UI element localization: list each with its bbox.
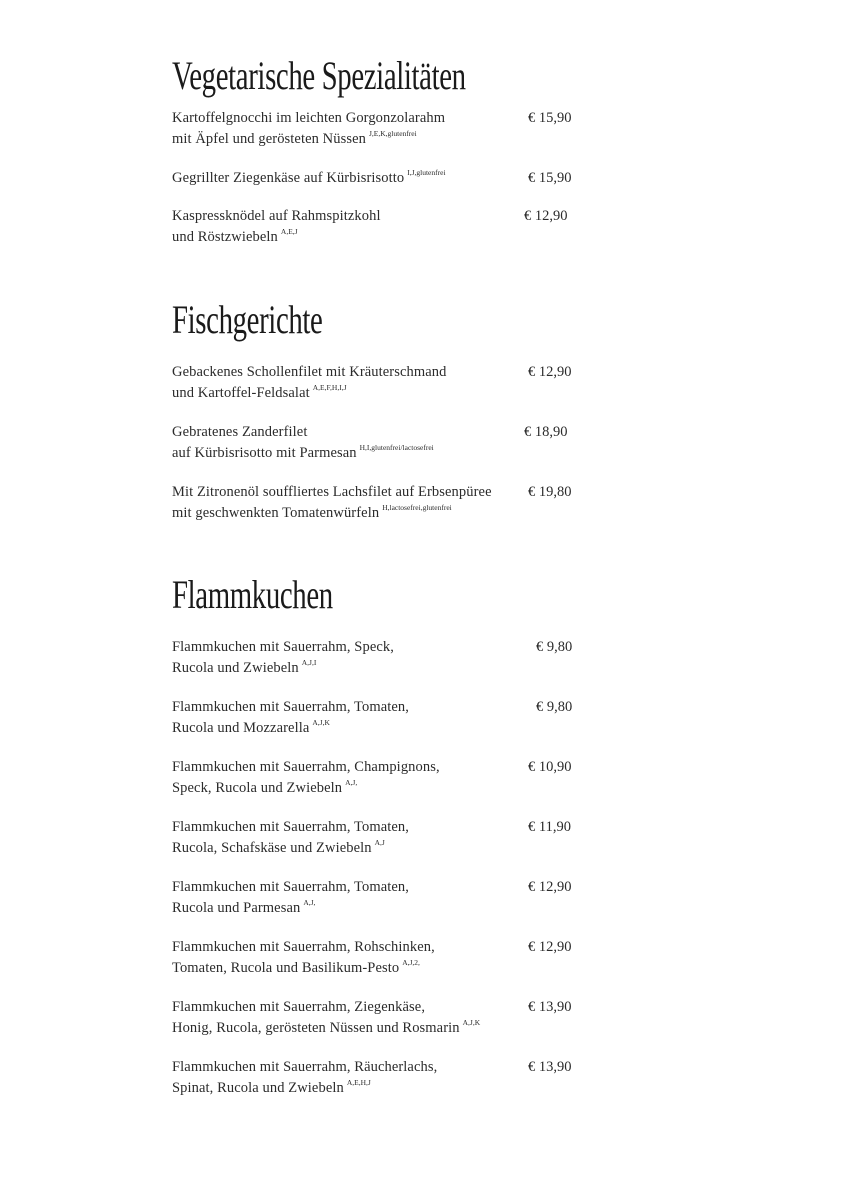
allergen-codes: A,J,I (301, 658, 317, 667)
item-line-2: Rucola und Zwiebeln (172, 660, 299, 676)
item-line-2: und Röstzwiebeln (172, 229, 278, 245)
item-description (172, 362, 522, 405)
item-line-2: mit geschwenkten Tomatenwürfeln (172, 505, 380, 521)
item-line-2: Speck, Rucola und Zwiebeln (172, 780, 343, 796)
item-price: € 13,90 (528, 1059, 572, 1075)
item-description (172, 997, 522, 1040)
item-line-2: Tomaten, Rucola und Basilikum-Pesto (172, 960, 400, 976)
allergen-codes: A,J,K (462, 1018, 481, 1027)
item-price: € 15,90 (528, 110, 572, 126)
item-price: € 15,90 (528, 170, 572, 186)
item-price: € 13,90 (528, 999, 572, 1015)
item-line-1: Flammkuchen mit Sauerrahm, Speck, (172, 639, 394, 655)
item-description (172, 1057, 522, 1100)
item-price: € 18,90 (524, 424, 568, 440)
item-description (172, 206, 522, 249)
allergen-codes: A,J,K (312, 718, 330, 727)
allergen-codes: A,J (374, 838, 385, 847)
item-price: € 12,90 (524, 208, 568, 224)
item-line-1: Kaspressknödel auf Rahmspitzkohl (172, 208, 381, 224)
item-line-1: Gegrillter Ziegenkäse auf Kürbisrisotto (172, 170, 405, 186)
item-price: € 12,90 (528, 879, 572, 895)
item-description (172, 757, 522, 800)
item-price: € 12,90 (528, 364, 572, 380)
item-price: € 11,90 (528, 819, 571, 835)
item-line-2: Rucola, Schafskäse und Zwiebeln (172, 840, 372, 856)
item-price: € 10,90 (528, 759, 572, 775)
item-price: € 19,80 (528, 484, 572, 500)
allergen-codes: A,E,F,H,I,J (312, 383, 347, 392)
item-line-1: Flammkuchen mit Sauerrahm, Räucherlachs, (172, 1059, 438, 1075)
item-line-2: Spinat, Rucola und Zwiebeln (172, 1080, 344, 1096)
item-description (172, 637, 522, 680)
item-description (172, 422, 522, 465)
item-line-2: mit Äpfel und gerösteten Nüssen (172, 131, 366, 147)
allergen-codes: J,E,K,glutenfrei (368, 129, 417, 138)
item-line-2: Rucola und Mozzarella (172, 720, 310, 736)
item-line-1: Kartoffelgnocchi im leichten Gorgonzolarahm (172, 110, 446, 126)
allergen-codes: A,E,H,J (346, 1078, 371, 1087)
item-description (172, 168, 522, 190)
allergen-codes: H,lactosefrei,glutenfrei (382, 503, 452, 512)
item-description (172, 108, 522, 151)
item-price: € 12,90 (528, 939, 572, 955)
allergen-codes: A,J,2, (402, 958, 420, 967)
item-description (172, 877, 522, 920)
item-description (172, 937, 522, 980)
item-line-1: Mit Zitronenöl souffliertes Lachsfilet auf Erbsenpüree (172, 484, 492, 500)
item-line-1: Flammkuchen mit Sauerrahm, Rohschinken, (172, 939, 435, 955)
item-price: € 9,80 (536, 639, 573, 655)
item-description (172, 482, 522, 525)
item-line-2: auf Kürbisrisotto mit Parmesan (172, 445, 357, 461)
item-line-1: Flammkuchen mit Sauerrahm, Champignons, (172, 759, 440, 775)
item-line-1: Flammkuchen mit Sauerrahm, Tomaten, (172, 879, 409, 895)
allergen-codes: H,I,glutenfrei/lactosefrei (359, 443, 434, 452)
item-line-2: und Kartoffel-Feldsalat (172, 385, 310, 401)
item-line-1: Flammkuchen mit Sauerrahm, Tomaten, (172, 819, 409, 835)
item-line-2: Rucola und Parmesan (172, 900, 301, 916)
section-title: Vegetarische Spezialitäten (172, 53, 466, 98)
allergen-codes: A,J, (345, 778, 358, 787)
section-title: Flammkuchen (172, 572, 333, 617)
item-description (172, 697, 522, 740)
item-line-1: Gebackenes Schollenfilet mit Kräuterschmand (172, 364, 447, 380)
allergen-codes: A,J, (303, 898, 316, 907)
allergen-codes: A,E,J (280, 227, 298, 236)
item-price: € 9,80 (536, 699, 573, 715)
item-description (172, 817, 522, 860)
item-line-1: Gebratenes Zanderfilet (172, 424, 308, 440)
item-line-1: Flammkuchen mit Sauerrahm, Ziegenkäse, (172, 999, 426, 1015)
item-line-2: Honig, Rucola, gerösteten Nüssen und Rosmarin (172, 1020, 460, 1036)
item-line-1: Flammkuchen mit Sauerrahm, Tomaten, (172, 699, 409, 715)
allergen-codes: I,J,glutenfrei (407, 168, 446, 177)
section-title: Fischgerichte (172, 297, 323, 342)
